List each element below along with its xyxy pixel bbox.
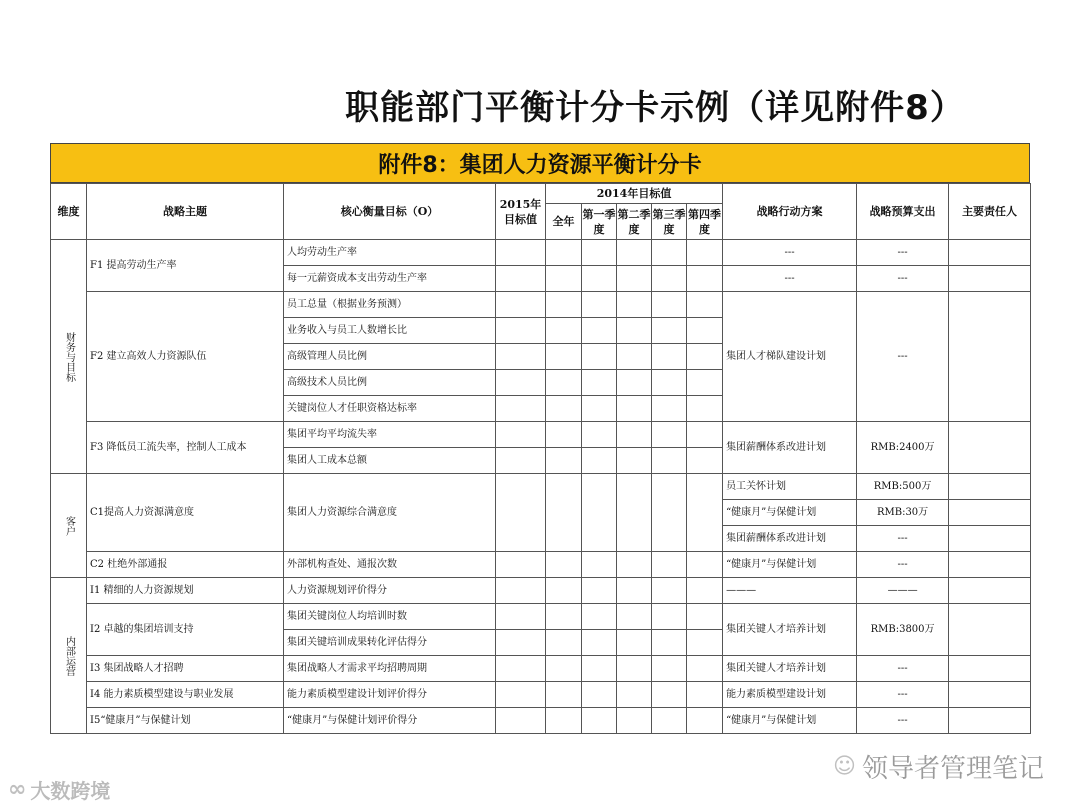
header-q1: 第一季度 bbox=[582, 204, 617, 240]
action-cell: --- bbox=[723, 266, 857, 292]
header-q4: 第四季度 bbox=[687, 204, 723, 240]
action-cell: 集团关键人才培养计划 bbox=[723, 656, 857, 682]
objective-cell: 人均劳动生产率 bbox=[284, 240, 496, 266]
header-budget: 战略预算支出 bbox=[857, 184, 949, 240]
theme-f2: F2 建立高效人力资源队伍 bbox=[87, 292, 284, 422]
budget-cell: RMB:30万 bbox=[857, 500, 949, 526]
budget-cell: --- bbox=[857, 292, 949, 422]
watermark-right-text: 领导者管理笔记 bbox=[861, 754, 1044, 784]
theme-i4: I4 能力素质模型建设与职业发展 bbox=[87, 682, 284, 708]
header-2015-target: 2015年 目标值 bbox=[496, 184, 546, 240]
dimension-customer: 客户 bbox=[51, 474, 87, 578]
action-cell: “健康月”与保健计划 bbox=[723, 708, 857, 734]
action-cell: 集团关键人才培养计划 bbox=[723, 604, 857, 656]
budget-cell: --- bbox=[857, 526, 949, 552]
action-cell: 集团薪酬体系改进计划 bbox=[723, 422, 857, 474]
action-cell: ——— bbox=[723, 578, 857, 604]
action-cell: 员工关怀计划 bbox=[723, 474, 857, 500]
budget-cell: --- bbox=[857, 266, 949, 292]
dimension-internal: 内部运营 bbox=[51, 578, 87, 734]
budget-cell: RMB:2400万 bbox=[857, 422, 949, 474]
theme-i3: I3 集团战略人才招聘 bbox=[87, 656, 284, 682]
objective-cell: 业务收入与员工人数增长比 bbox=[284, 318, 496, 344]
theme-i1: I1 精细的人力资源规划 bbox=[87, 578, 284, 604]
scorecard-table bbox=[50, 183, 1031, 734]
action-cell: “健康月”与保健计划 bbox=[723, 552, 857, 578]
theme-c1: C1提高人力资源满意度 bbox=[87, 474, 284, 552]
objective-cell: 每一元薪资成本支出劳动生产率 bbox=[284, 266, 496, 292]
watermark-left bbox=[8, 775, 110, 804]
header-2014-target: 2014年目标值 bbox=[546, 184, 723, 204]
budget-cell: --- bbox=[857, 708, 949, 734]
action-cell: --- bbox=[723, 240, 857, 266]
wechat-icon: ☺ bbox=[833, 754, 856, 779]
budget-cell: --- bbox=[857, 552, 949, 578]
scorecard-sheet bbox=[50, 143, 1030, 734]
header-theme: 战略主题 bbox=[87, 184, 284, 240]
objective-cell: 集团关键岗位人均培训时数 bbox=[284, 604, 496, 630]
header-full-year: 全年 bbox=[546, 204, 582, 240]
watermark-left-text: 大数跨境 bbox=[30, 779, 111, 803]
objective-cell: 高级技术人员比例 bbox=[284, 370, 496, 396]
dimension-finance: 财务与目标 bbox=[51, 240, 87, 474]
action-cell: 能力素质模型建设计划 bbox=[723, 682, 857, 708]
theme-c2: C2 杜绝外部通报 bbox=[87, 552, 284, 578]
objective-cell: 外部机构查处、通报次数 bbox=[284, 552, 496, 578]
budget-cell: --- bbox=[857, 682, 949, 708]
budget-cell: ——— bbox=[857, 578, 949, 604]
objective-cell: 关键岗位人才任职资格达标率 bbox=[284, 396, 496, 422]
action-cell: “健康月”与保健计划 bbox=[723, 500, 857, 526]
watermark-right bbox=[833, 748, 1044, 785]
header-action: 战略行动方案 bbox=[723, 184, 857, 240]
objective-cell: 集团人工成本总额 bbox=[284, 448, 496, 474]
theme-f3: F3 降低员工流失率，控制人工成本 bbox=[87, 422, 284, 474]
action-cell: 集团人才梯队建设计划 bbox=[723, 292, 857, 422]
scorecard-banner: 附件8：集团人力资源平衡计分卡 bbox=[50, 143, 1030, 183]
objective-cell: 集团战略人才需求平均招聘周期 bbox=[284, 656, 496, 682]
objective-cell: 员工总量（根据业务预测） bbox=[284, 292, 496, 318]
theme-i2: I2 卓越的集团培训支持 bbox=[87, 604, 284, 656]
objective-cell: “健康月”与保健计划评价得分 bbox=[284, 708, 496, 734]
objective-cell: 集团平均平均流失率 bbox=[284, 422, 496, 448]
header-objective: 核心衡量目标（O） bbox=[284, 184, 496, 240]
brand-logo-icon: ∞ bbox=[8, 777, 27, 802]
theme-f1: F1 提高劳动生产率 bbox=[87, 240, 284, 292]
objective-cell: 能力素质模型建设计划评价得分 bbox=[284, 682, 496, 708]
action-cell: 集团薪酬体系改进计划 bbox=[723, 526, 857, 552]
header-q2: 第二季度 bbox=[617, 204, 652, 240]
header-owner: 主要责任人 bbox=[949, 184, 1031, 240]
budget-cell: RMB:500万 bbox=[857, 474, 949, 500]
objective-cell: 集团人力资源综合满意度 bbox=[284, 474, 496, 552]
objective-cell: 高级管理人员比例 bbox=[284, 344, 496, 370]
header-q3: 第三季度 bbox=[652, 204, 687, 240]
theme-i5: I5“健康月”与保健计划 bbox=[87, 708, 284, 734]
objective-cell: 集团关键培训成果转化评估得分 bbox=[284, 630, 496, 656]
budget-cell: --- bbox=[857, 240, 949, 266]
page-title: 职能部门平衡计分卡示例（详见附件8） bbox=[345, 88, 965, 128]
budget-cell: --- bbox=[857, 656, 949, 682]
objective-cell: 人力资源规划评价得分 bbox=[284, 578, 496, 604]
budget-cell: RMB:3800万 bbox=[857, 604, 949, 656]
header-dimension: 维度 bbox=[51, 184, 87, 240]
